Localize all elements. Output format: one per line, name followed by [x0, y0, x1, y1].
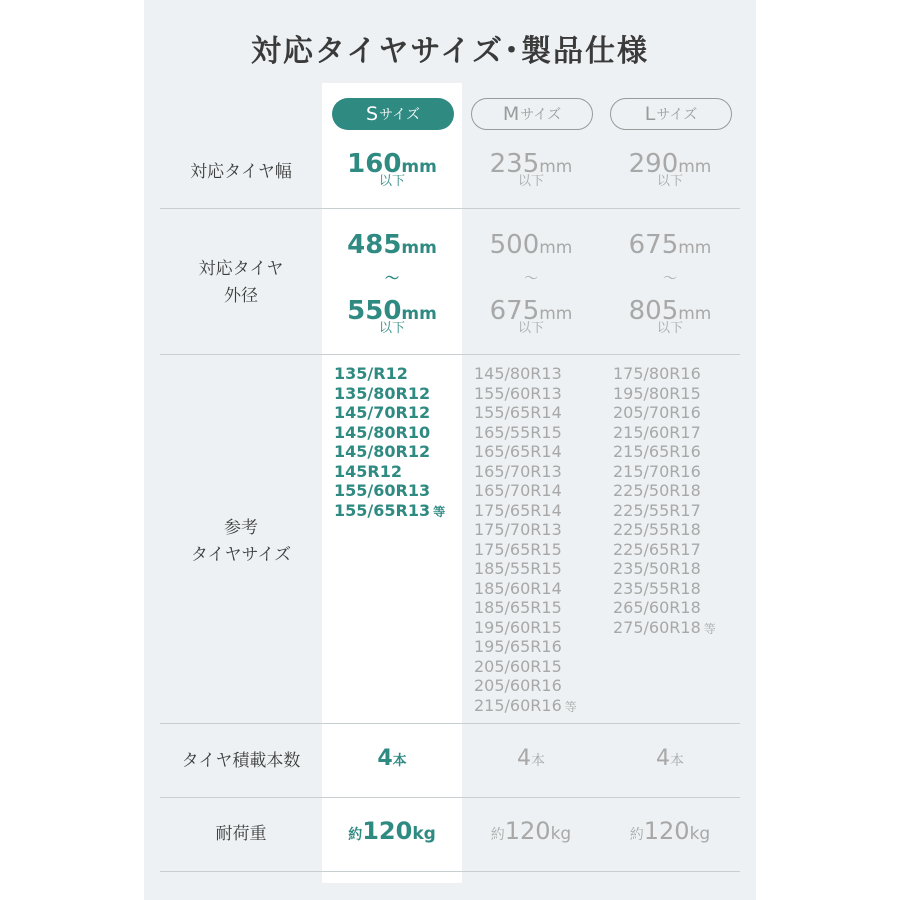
diameter-to-l — [600, 298, 740, 335]
reference-size-text: 225/50R18 — [613, 481, 701, 500]
range-tilde: ～ — [385, 271, 399, 287]
reference-size-item — [474, 676, 577, 696]
value-sub: 以下 — [517, 174, 544, 189]
reference-size-text: 165/65R14 — [474, 442, 562, 461]
range-tilde: ～ — [524, 271, 538, 287]
diameter-to-s — [322, 298, 462, 335]
reference-size-text: 185/55R15 — [474, 559, 562, 578]
reference-size-text: 205/70R16 — [613, 403, 701, 422]
reference-size-text: 225/55R18 — [613, 520, 701, 539]
reference-size-item — [474, 481, 577, 501]
value-sub: 以下 — [378, 321, 405, 336]
value-number: 675 — [628, 230, 679, 260]
reference-size-text: 135/R12 — [334, 364, 408, 383]
reference-size-text: 175/65R14 — [474, 500, 562, 520]
value-prefix: 約 — [629, 827, 644, 843]
tab-l-size[interactable] — [610, 98, 732, 130]
tire-width-l — [600, 151, 740, 188]
reference-size-item — [474, 462, 577, 482]
reference-size-text: 165/70R14 — [474, 481, 562, 500]
reference-size-item — [474, 618, 577, 638]
reference-size-item — [474, 423, 577, 443]
reference-size-item — [474, 598, 577, 618]
value-unit: 本 — [392, 753, 407, 769]
value-number: 120 — [504, 817, 551, 845]
row-divider — [160, 871, 740, 872]
value-unit: mm — [401, 157, 437, 177]
diameter-to-m — [461, 298, 601, 335]
value-unit: kg — [550, 824, 572, 844]
value-unit: mm — [401, 238, 437, 258]
row-label-reference-sizes — [160, 515, 322, 569]
reference-size-item — [613, 598, 716, 618]
reference-etc-mark: 等 — [433, 504, 446, 519]
reference-etc-mark: 等 — [564, 699, 577, 714]
reference-size-item — [334, 403, 445, 423]
reference-size-text: 215/65R16 — [613, 442, 701, 461]
value-prefix: 約 — [348, 827, 363, 843]
page-title: 対応タイヤサイズ･製品仕様 — [251, 34, 649, 69]
reference-size-item — [613, 520, 716, 540]
diameter-from-m — [461, 232, 601, 258]
tab-s-size[interactable] — [332, 98, 454, 130]
size-letter: S — [366, 103, 379, 125]
value-sub: 以下 — [656, 174, 683, 189]
value-number: 120 — [362, 817, 413, 845]
size-letter: L — [644, 103, 656, 125]
reference-size-text: 165/55R15 — [474, 422, 562, 442]
reference-size-item — [334, 462, 445, 482]
reference-size-item — [474, 696, 577, 718]
reference-size-item — [613, 618, 716, 640]
reference-size-text: 205/60R15 — [474, 656, 562, 676]
reference-size-item — [613, 481, 716, 501]
tire-width-m — [461, 151, 601, 188]
reference-size-item — [474, 579, 577, 599]
reference-size-text: 215/70R16 — [613, 461, 701, 481]
value-number: 160 — [347, 149, 402, 179]
reference-etc-mark: 等 — [703, 621, 716, 636]
row-divider — [160, 354, 740, 355]
reference-size-text: 265/60R18 — [613, 598, 701, 617]
reference-size-item — [613, 403, 716, 423]
load-capacity-m — [461, 819, 601, 843]
reference-size-text: 225/65R17 — [613, 539, 701, 559]
value-number: 4 — [656, 746, 670, 771]
value-prefix: 約 — [490, 827, 505, 843]
reference-size-item — [613, 442, 716, 462]
reference-size-text: 135/80R12 — [334, 383, 431, 403]
reference-size-item — [613, 462, 716, 482]
tire-count-m — [461, 748, 601, 770]
reference-size-text: 145/70R12 — [334, 403, 431, 422]
reference-size-text: 155/65R14 — [474, 403, 562, 422]
reference-size-item — [334, 364, 445, 384]
value-sub: 以下 — [378, 174, 405, 189]
reference-size-text: 155/60R13 — [334, 481, 431, 500]
label-line: 参考 — [224, 518, 258, 538]
reference-size-item — [613, 423, 716, 443]
reference-size-item — [474, 364, 577, 384]
tire-width-s — [322, 151, 462, 188]
load-capacity-s — [322, 819, 462, 843]
reference-size-text: 275/60R18 — [613, 617, 701, 637]
reference-size-item — [474, 520, 577, 540]
reference-size-text: 225/55R17 — [613, 500, 701, 520]
value-unit: 本 — [531, 753, 545, 769]
reference-size-text: 145/80R12 — [334, 442, 431, 461]
reference-size-item — [334, 481, 445, 501]
value-number: 485 — [347, 230, 402, 260]
reference-size-item — [474, 657, 577, 677]
reference-size-text: 145R12 — [334, 461, 402, 481]
reference-size-text: 235/50R18 — [613, 559, 701, 578]
row-divider — [160, 723, 740, 724]
row-label-load-capacity: 耐荷重 — [215, 824, 267, 844]
value-unit: mm — [539, 157, 573, 177]
reference-size-item — [474, 442, 577, 462]
reference-size-text: 155/65R13 — [334, 500, 431, 520]
reference-size-item — [474, 501, 577, 521]
reference-size-item — [474, 559, 577, 579]
value-unit: mm — [678, 304, 712, 324]
value-number: 4 — [377, 746, 393, 771]
value-unit: mm — [539, 238, 573, 258]
reference-size-item — [334, 384, 445, 404]
row-divider — [160, 208, 740, 209]
reference-size-text: 175/65R15 — [474, 539, 562, 559]
value-sub: 以下 — [517, 321, 544, 336]
reference-size-item — [474, 384, 577, 404]
reference-list-s — [334, 364, 445, 522]
reference-size-text: 175/70R13 — [474, 520, 562, 539]
reference-size-item — [474, 637, 577, 657]
value-number: 550 — [347, 296, 402, 326]
tire-count-s — [322, 748, 462, 770]
reference-size-text: 165/70R13 — [474, 461, 562, 481]
size-suffix: サイズ — [379, 107, 420, 123]
reference-size-item — [613, 540, 716, 560]
reference-list-l — [613, 364, 716, 639]
label-line: タイヤサイズ — [190, 545, 292, 565]
size-letter: M — [502, 103, 520, 125]
reference-size-text: 195/65R16 — [474, 637, 562, 656]
reference-size-text: 145/80R10 — [334, 422, 431, 442]
value-number: 500 — [489, 230, 540, 260]
reference-size-item — [474, 540, 577, 560]
reference-size-text: 235/55R18 — [613, 578, 701, 598]
value-number: 805 — [628, 296, 679, 326]
value-unit: 本 — [670, 753, 684, 769]
reference-size-text: 145/80R13 — [474, 364, 562, 383]
size-suffix: サイズ — [656, 107, 698, 123]
reference-list-m — [474, 364, 577, 717]
value-sub: 以下 — [656, 321, 683, 336]
reference-size-item — [613, 364, 716, 384]
reference-size-item — [613, 579, 716, 599]
value-unit: mm — [678, 157, 712, 177]
diameter-from-s — [322, 232, 462, 258]
tire-count-l — [600, 748, 740, 770]
reference-size-text: 205/60R16 — [474, 676, 562, 695]
load-capacity-l — [600, 819, 740, 843]
reference-size-text: 155/60R13 — [474, 383, 562, 403]
row-label-tire-count: タイヤ積載本数 — [181, 751, 301, 771]
value-number: 4 — [517, 746, 531, 771]
reference-size-text: 215/60R17 — [613, 422, 701, 442]
value-unit: mm — [401, 304, 437, 324]
reference-size-item — [334, 442, 445, 462]
value-unit: kg — [412, 824, 436, 844]
reference-size-item — [613, 384, 716, 404]
reference-size-item — [613, 501, 716, 521]
reference-size-item — [334, 501, 445, 523]
reference-size-item — [474, 403, 577, 423]
value-number: 290 — [628, 149, 679, 179]
size-suffix: サイズ — [520, 107, 562, 123]
value-unit: mm — [539, 304, 573, 324]
value-number: 235 — [489, 149, 540, 179]
label-line: 外径 — [224, 286, 258, 306]
value-unit: kg — [689, 824, 711, 844]
reference-size-text: 215/60R16 — [474, 695, 562, 715]
row-label-tire-width: 対応タイヤ幅 — [190, 162, 292, 182]
reference-size-text: 185/65R15 — [474, 598, 562, 617]
reference-size-text: 185/60R14 — [474, 578, 562, 598]
row-label-tire-diameter — [160, 256, 322, 310]
range-tilde: ～ — [663, 271, 677, 287]
reference-size-item — [334, 423, 445, 443]
diameter-from-l — [600, 232, 740, 258]
value-unit: mm — [678, 238, 712, 258]
reference-size-text: 195/60R15 — [474, 617, 562, 637]
value-number: 120 — [643, 817, 690, 845]
label-line: 対応タイヤ — [198, 259, 284, 279]
reference-size-text: 175/80R16 — [613, 364, 701, 383]
reference-size-item — [613, 559, 716, 579]
reference-size-text: 195/80R15 — [613, 383, 701, 403]
row-divider — [160, 797, 740, 798]
tab-m-size[interactable] — [471, 98, 593, 130]
value-number: 675 — [489, 296, 540, 326]
